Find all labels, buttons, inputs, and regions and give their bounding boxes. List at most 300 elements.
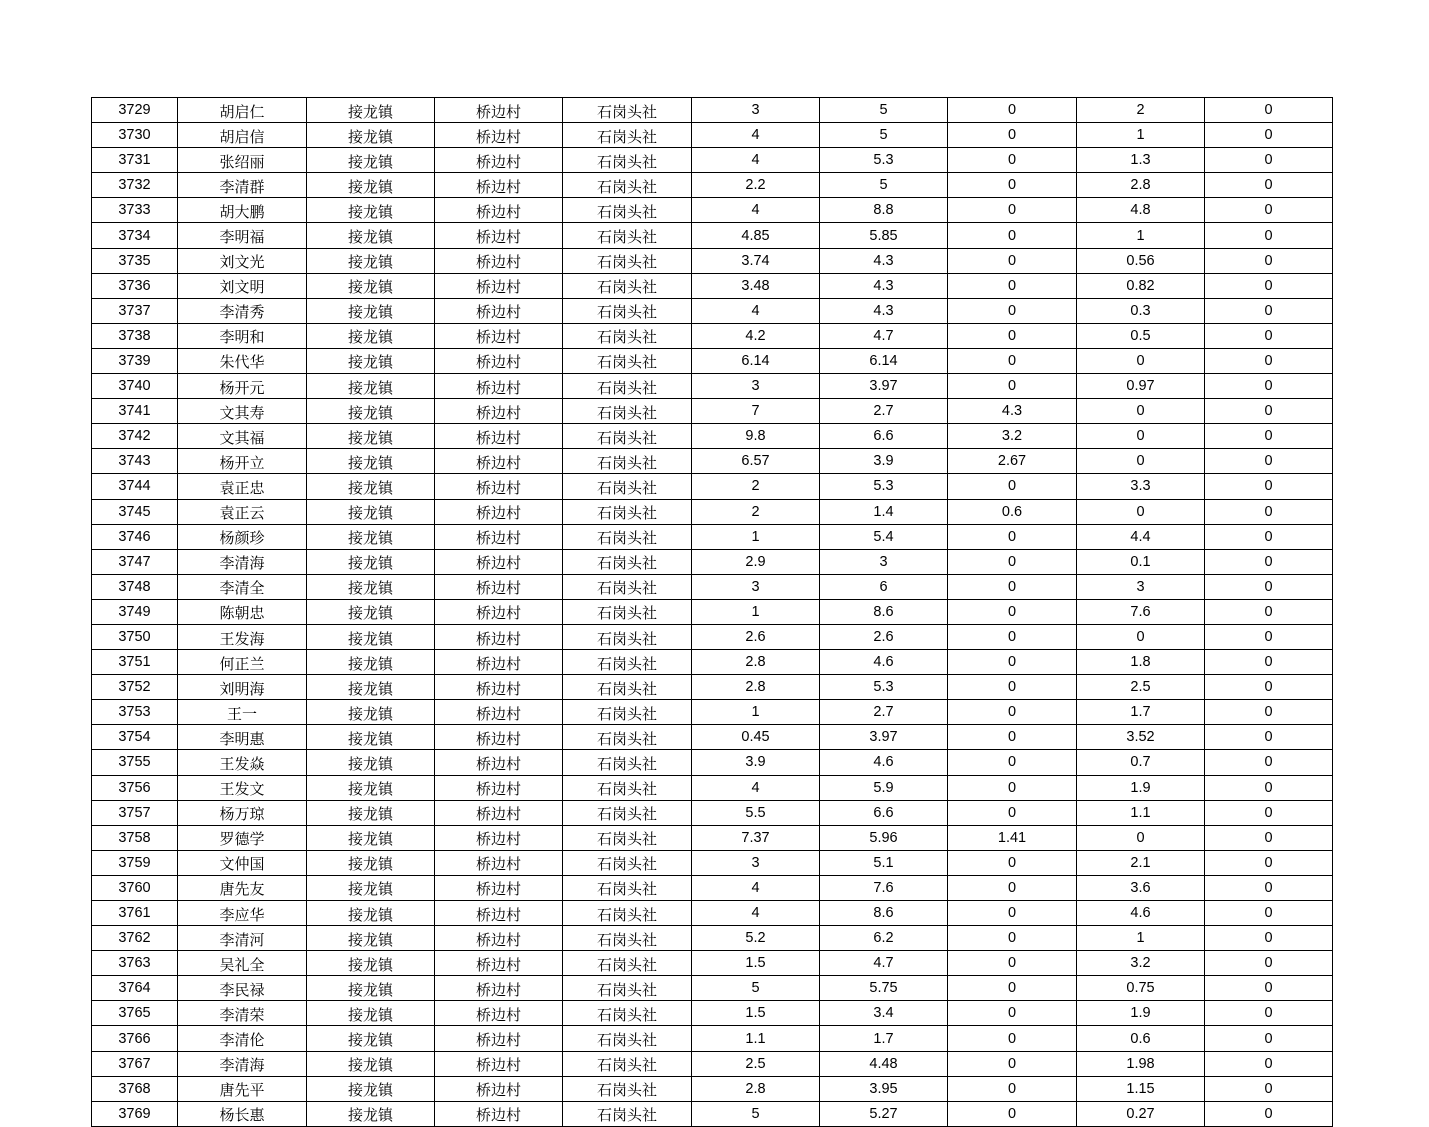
id-cell: 3761 — [92, 901, 178, 926]
value-a-cell: 2.5 — [692, 1051, 820, 1076]
value-d-cell: 1 — [1077, 926, 1205, 951]
village-cell: 桥边村 — [435, 825, 563, 850]
value-e-cell: 0 — [1205, 123, 1333, 148]
town-cell: 接龙镇 — [307, 574, 435, 599]
value-a-cell: 2.8 — [692, 675, 820, 700]
table-row — [92, 675, 1333, 700]
village-cell: 桥边村 — [435, 198, 563, 223]
value-c-cell: 1.41 — [948, 825, 1077, 850]
value-b-cell: 1.7 — [820, 1026, 948, 1051]
village-cell: 桥边村 — [435, 273, 563, 298]
value-c-cell: 0 — [948, 298, 1077, 323]
village-cell: 桥边村 — [435, 449, 563, 474]
town-cell: 接龙镇 — [307, 248, 435, 273]
value-c-cell: 0 — [948, 775, 1077, 800]
name-cell: 李清全 — [178, 574, 307, 599]
table-row — [92, 574, 1333, 599]
value-d-cell: 7.6 — [1077, 599, 1205, 624]
name-cell: 李明惠 — [178, 725, 307, 750]
village-cell: 桥边村 — [435, 1001, 563, 1026]
id-cell: 3742 — [92, 424, 178, 449]
value-e-cell: 0 — [1205, 173, 1333, 198]
table-row — [92, 549, 1333, 574]
value-e-cell: 0 — [1205, 951, 1333, 976]
table-row — [92, 449, 1333, 474]
table-row — [92, 248, 1333, 273]
value-a-cell: 6.14 — [692, 348, 820, 373]
value-a-cell: 4 — [692, 123, 820, 148]
value-b-cell: 5.27 — [820, 1101, 948, 1126]
village-cell: 桥边村 — [435, 926, 563, 951]
table-row — [92, 1001, 1333, 1026]
value-e-cell: 0 — [1205, 348, 1333, 373]
value-c-cell: 0 — [948, 549, 1077, 574]
name-cell: 胡启信 — [178, 123, 307, 148]
value-e-cell: 0 — [1205, 775, 1333, 800]
value-b-cell: 5 — [820, 98, 948, 123]
village-cell: 桥边村 — [435, 424, 563, 449]
village-cell: 桥边村 — [435, 499, 563, 524]
group-cell: 石岗头社 — [563, 901, 692, 926]
value-b-cell: 6.6 — [820, 424, 948, 449]
value-e-cell: 0 — [1205, 624, 1333, 649]
value-e-cell: 0 — [1205, 700, 1333, 725]
value-a-cell: 2.6 — [692, 624, 820, 649]
value-b-cell: 4.3 — [820, 248, 948, 273]
table-row — [92, 624, 1333, 649]
id-cell: 3757 — [92, 800, 178, 825]
value-b-cell: 5.3 — [820, 474, 948, 499]
town-cell: 接龙镇 — [307, 901, 435, 926]
value-c-cell: 0 — [948, 624, 1077, 649]
town-cell: 接龙镇 — [307, 1026, 435, 1051]
id-cell: 3765 — [92, 1001, 178, 1026]
value-e-cell: 0 — [1205, 850, 1333, 875]
value-a-cell: 5 — [692, 1101, 820, 1126]
name-cell: 王发焱 — [178, 750, 307, 775]
village-cell: 桥边村 — [435, 599, 563, 624]
id-cell: 3754 — [92, 725, 178, 750]
id-cell: 3736 — [92, 273, 178, 298]
value-c-cell: 0 — [948, 1076, 1077, 1101]
value-c-cell: 0.6 — [948, 499, 1077, 524]
table-row — [92, 1026, 1333, 1051]
village-cell: 桥边村 — [435, 1101, 563, 1126]
value-e-cell: 0 — [1205, 825, 1333, 850]
group-cell: 石岗头社 — [563, 650, 692, 675]
group-cell: 石岗头社 — [563, 524, 692, 549]
name-cell: 杨万琼 — [178, 800, 307, 825]
value-c-cell: 3.2 — [948, 424, 1077, 449]
value-a-cell: 0.45 — [692, 725, 820, 750]
town-cell: 接龙镇 — [307, 624, 435, 649]
table-row — [92, 875, 1333, 900]
value-d-cell: 1.1 — [1077, 800, 1205, 825]
id-cell: 3748 — [92, 574, 178, 599]
village-cell: 桥边村 — [435, 298, 563, 323]
village-cell: 桥边村 — [435, 800, 563, 825]
value-c-cell: 0 — [948, 725, 1077, 750]
name-cell: 吴礼全 — [178, 951, 307, 976]
value-a-cell: 3 — [692, 374, 820, 399]
village-cell: 桥边村 — [435, 850, 563, 875]
value-b-cell: 3.95 — [820, 1076, 948, 1101]
table-row — [92, 725, 1333, 750]
value-a-cell: 4 — [692, 901, 820, 926]
table-row — [92, 800, 1333, 825]
table-row — [92, 650, 1333, 675]
value-a-cell: 2 — [692, 474, 820, 499]
value-b-cell: 3.97 — [820, 725, 948, 750]
village-cell: 桥边村 — [435, 223, 563, 248]
id-cell: 3769 — [92, 1101, 178, 1126]
value-a-cell: 3.48 — [692, 273, 820, 298]
value-c-cell: 0 — [948, 1026, 1077, 1051]
value-e-cell: 0 — [1205, 1101, 1333, 1126]
village-cell: 桥边村 — [435, 323, 563, 348]
value-d-cell: 0.82 — [1077, 273, 1205, 298]
value-e-cell: 0 — [1205, 1001, 1333, 1026]
value-b-cell: 4.6 — [820, 750, 948, 775]
village-cell: 桥边村 — [435, 700, 563, 725]
name-cell: 李明福 — [178, 223, 307, 248]
table-row — [92, 850, 1333, 875]
value-b-cell: 6 — [820, 574, 948, 599]
value-c-cell: 0 — [948, 123, 1077, 148]
id-cell: 3764 — [92, 976, 178, 1001]
table-row — [92, 599, 1333, 624]
value-a-cell: 1.1 — [692, 1026, 820, 1051]
value-b-cell: 5.1 — [820, 850, 948, 875]
group-cell: 石岗头社 — [563, 348, 692, 373]
name-cell: 杨开元 — [178, 374, 307, 399]
town-cell: 接龙镇 — [307, 499, 435, 524]
id-cell: 3743 — [92, 449, 178, 474]
value-d-cell: 0.6 — [1077, 1026, 1205, 1051]
value-a-cell: 1 — [692, 524, 820, 549]
value-a-cell: 7 — [692, 399, 820, 424]
town-cell: 接龙镇 — [307, 173, 435, 198]
value-c-cell: 0 — [948, 875, 1077, 900]
value-c-cell: 0 — [948, 374, 1077, 399]
value-e-cell: 0 — [1205, 1026, 1333, 1051]
value-d-cell: 0.56 — [1077, 248, 1205, 273]
value-d-cell: 0 — [1077, 825, 1205, 850]
value-b-cell: 4.7 — [820, 323, 948, 348]
value-d-cell: 1 — [1077, 223, 1205, 248]
group-cell: 石岗头社 — [563, 474, 692, 499]
value-a-cell: 2 — [692, 499, 820, 524]
id-cell: 3752 — [92, 675, 178, 700]
value-e-cell: 0 — [1205, 499, 1333, 524]
value-d-cell: 0.1 — [1077, 549, 1205, 574]
value-e-cell: 0 — [1205, 976, 1333, 1001]
name-cell: 李清伦 — [178, 1026, 307, 1051]
id-cell: 3750 — [92, 624, 178, 649]
value-e-cell: 0 — [1205, 223, 1333, 248]
name-cell: 王发海 — [178, 624, 307, 649]
value-d-cell: 3.52 — [1077, 725, 1205, 750]
value-d-cell: 0 — [1077, 449, 1205, 474]
value-c-cell: 0 — [948, 850, 1077, 875]
group-cell: 石岗头社 — [563, 424, 692, 449]
group-cell: 石岗头社 — [563, 624, 692, 649]
name-cell: 刘文明 — [178, 273, 307, 298]
name-cell: 王一 — [178, 700, 307, 725]
value-d-cell: 3.3 — [1077, 474, 1205, 499]
table-row — [92, 424, 1333, 449]
value-b-cell: 5.3 — [820, 148, 948, 173]
id-cell: 3734 — [92, 223, 178, 248]
village-cell: 桥边村 — [435, 399, 563, 424]
value-c-cell: 0 — [948, 800, 1077, 825]
value-c-cell: 0 — [948, 650, 1077, 675]
table-row — [92, 1076, 1333, 1101]
value-e-cell: 0 — [1205, 926, 1333, 951]
town-cell: 接龙镇 — [307, 273, 435, 298]
group-cell: 石岗头社 — [563, 173, 692, 198]
town-cell: 接龙镇 — [307, 148, 435, 173]
value-e-cell: 0 — [1205, 901, 1333, 926]
value-a-cell: 5 — [692, 976, 820, 1001]
value-a-cell: 3 — [692, 574, 820, 599]
town-cell: 接龙镇 — [307, 1051, 435, 1076]
table-row — [92, 750, 1333, 775]
value-b-cell: 4.3 — [820, 298, 948, 323]
name-cell: 文其寿 — [178, 399, 307, 424]
value-d-cell: 0 — [1077, 399, 1205, 424]
village-cell: 桥边村 — [435, 624, 563, 649]
name-cell: 袁正云 — [178, 499, 307, 524]
id-cell: 3731 — [92, 148, 178, 173]
id-cell: 3767 — [92, 1051, 178, 1076]
group-cell: 石岗头社 — [563, 574, 692, 599]
value-d-cell: 0 — [1077, 424, 1205, 449]
value-b-cell: 7.6 — [820, 875, 948, 900]
value-a-cell: 4 — [692, 298, 820, 323]
table-row — [92, 926, 1333, 951]
town-cell: 接龙镇 — [307, 800, 435, 825]
table-row — [92, 348, 1333, 373]
table-row — [92, 474, 1333, 499]
value-d-cell: 2.8 — [1077, 173, 1205, 198]
group-cell: 石岗头社 — [563, 499, 692, 524]
value-b-cell: 2.7 — [820, 399, 948, 424]
value-b-cell: 3.97 — [820, 374, 948, 399]
id-cell: 3744 — [92, 474, 178, 499]
group-cell: 石岗头社 — [563, 374, 692, 399]
group-cell: 石岗头社 — [563, 1101, 692, 1126]
table-row — [92, 223, 1333, 248]
id-cell: 3760 — [92, 875, 178, 900]
value-a-cell: 2.8 — [692, 650, 820, 675]
town-cell: 接龙镇 — [307, 951, 435, 976]
value-d-cell: 1.7 — [1077, 700, 1205, 725]
town-cell: 接龙镇 — [307, 599, 435, 624]
table-row — [92, 374, 1333, 399]
town-cell: 接龙镇 — [307, 323, 435, 348]
village-cell: 桥边村 — [435, 951, 563, 976]
village-cell: 桥边村 — [435, 123, 563, 148]
group-cell: 石岗头社 — [563, 1001, 692, 1026]
name-cell: 胡启仁 — [178, 98, 307, 123]
id-cell: 3732 — [92, 173, 178, 198]
name-cell: 文其福 — [178, 424, 307, 449]
table-row — [92, 399, 1333, 424]
group-cell: 石岗头社 — [563, 273, 692, 298]
value-c-cell: 0 — [948, 148, 1077, 173]
id-cell: 3759 — [92, 850, 178, 875]
value-e-cell: 0 — [1205, 424, 1333, 449]
value-d-cell: 1.9 — [1077, 775, 1205, 800]
value-d-cell: 0.3 — [1077, 298, 1205, 323]
table-row — [92, 524, 1333, 549]
value-b-cell: 5 — [820, 123, 948, 148]
town-cell: 接龙镇 — [307, 298, 435, 323]
town-cell: 接龙镇 — [307, 1076, 435, 1101]
value-b-cell: 5.96 — [820, 825, 948, 850]
name-cell: 杨颜珍 — [178, 524, 307, 549]
group-cell: 石岗头社 — [563, 976, 692, 1001]
value-c-cell: 0 — [948, 348, 1077, 373]
group-cell: 石岗头社 — [563, 825, 692, 850]
value-c-cell: 0 — [948, 1101, 1077, 1126]
village-cell: 桥边村 — [435, 901, 563, 926]
village-cell: 桥边村 — [435, 148, 563, 173]
value-b-cell: 6.2 — [820, 926, 948, 951]
table-row — [92, 273, 1333, 298]
value-e-cell: 0 — [1205, 549, 1333, 574]
table-row — [92, 901, 1333, 926]
value-a-cell: 5.5 — [692, 800, 820, 825]
value-b-cell: 3 — [820, 549, 948, 574]
value-c-cell: 0 — [948, 98, 1077, 123]
table-row — [92, 775, 1333, 800]
value-c-cell: 0 — [948, 248, 1077, 273]
name-cell: 李清河 — [178, 926, 307, 951]
group-cell: 石岗头社 — [563, 399, 692, 424]
value-e-cell: 0 — [1205, 599, 1333, 624]
table-row — [92, 976, 1333, 1001]
town-cell: 接龙镇 — [307, 875, 435, 900]
town-cell: 接龙镇 — [307, 976, 435, 1001]
group-cell: 石岗头社 — [563, 926, 692, 951]
value-a-cell: 1 — [692, 700, 820, 725]
value-a-cell: 3.74 — [692, 248, 820, 273]
id-cell: 3756 — [92, 775, 178, 800]
village-cell: 桥边村 — [435, 875, 563, 900]
village-cell: 桥边村 — [435, 1051, 563, 1076]
table-row — [92, 951, 1333, 976]
name-cell: 杨开立 — [178, 449, 307, 474]
town-cell: 接龙镇 — [307, 775, 435, 800]
name-cell: 罗德学 — [178, 825, 307, 850]
value-e-cell: 0 — [1205, 248, 1333, 273]
name-cell: 胡大鹏 — [178, 198, 307, 223]
value-e-cell: 0 — [1205, 650, 1333, 675]
value-d-cell: 0 — [1077, 624, 1205, 649]
town-cell: 接龙镇 — [307, 98, 435, 123]
town-cell: 接龙镇 — [307, 223, 435, 248]
name-cell: 刘明海 — [178, 675, 307, 700]
value-c-cell: 0 — [948, 223, 1077, 248]
name-cell: 文仲国 — [178, 850, 307, 875]
value-b-cell: 1.4 — [820, 499, 948, 524]
value-c-cell: 0 — [948, 700, 1077, 725]
value-b-cell: 2.6 — [820, 624, 948, 649]
group-cell: 石岗头社 — [563, 148, 692, 173]
town-cell: 接龙镇 — [307, 449, 435, 474]
value-e-cell: 0 — [1205, 474, 1333, 499]
village-cell: 桥边村 — [435, 1076, 563, 1101]
town-cell: 接龙镇 — [307, 750, 435, 775]
value-a-cell: 6.57 — [692, 449, 820, 474]
village-cell: 桥边村 — [435, 775, 563, 800]
value-b-cell: 5 — [820, 173, 948, 198]
value-e-cell: 0 — [1205, 750, 1333, 775]
value-e-cell: 0 — [1205, 323, 1333, 348]
value-a-cell: 9.8 — [692, 424, 820, 449]
town-cell: 接龙镇 — [307, 424, 435, 449]
value-b-cell: 8.6 — [820, 599, 948, 624]
value-c-cell: 0 — [948, 901, 1077, 926]
village-cell: 桥边村 — [435, 549, 563, 574]
id-cell: 3745 — [92, 499, 178, 524]
table-row — [92, 825, 1333, 850]
group-cell: 石岗头社 — [563, 1076, 692, 1101]
value-d-cell: 2.5 — [1077, 675, 1205, 700]
value-c-cell: 0 — [948, 574, 1077, 599]
value-a-cell: 4.85 — [692, 223, 820, 248]
value-b-cell: 6.14 — [820, 348, 948, 373]
name-cell: 杨长惠 — [178, 1101, 307, 1126]
value-c-cell: 0 — [948, 1051, 1077, 1076]
village-cell: 桥边村 — [435, 98, 563, 123]
town-cell: 接龙镇 — [307, 198, 435, 223]
group-cell: 石岗头社 — [563, 675, 692, 700]
id-cell: 3746 — [92, 524, 178, 549]
value-d-cell: 0.97 — [1077, 374, 1205, 399]
name-cell: 李清群 — [178, 173, 307, 198]
id-cell: 3766 — [92, 1026, 178, 1051]
village-cell: 桥边村 — [435, 574, 563, 599]
id-cell: 3758 — [92, 825, 178, 850]
value-c-cell: 0 — [948, 951, 1077, 976]
town-cell: 接龙镇 — [307, 850, 435, 875]
table-row — [92, 98, 1333, 123]
value-b-cell: 3.9 — [820, 449, 948, 474]
value-d-cell: 0.75 — [1077, 976, 1205, 1001]
value-b-cell: 5.85 — [820, 223, 948, 248]
name-cell: 李民禄 — [178, 976, 307, 1001]
id-cell: 3768 — [92, 1076, 178, 1101]
town-cell: 接龙镇 — [307, 650, 435, 675]
value-b-cell: 4.48 — [820, 1051, 948, 1076]
value-e-cell: 0 — [1205, 725, 1333, 750]
id-cell: 3740 — [92, 374, 178, 399]
name-cell: 唐先平 — [178, 1076, 307, 1101]
value-a-cell: 2.8 — [692, 1076, 820, 1101]
id-cell: 3763 — [92, 951, 178, 976]
value-d-cell: 4.4 — [1077, 524, 1205, 549]
group-cell: 石岗头社 — [563, 549, 692, 574]
value-d-cell: 3.2 — [1077, 951, 1205, 976]
village-cell: 桥边村 — [435, 725, 563, 750]
value-e-cell: 0 — [1205, 298, 1333, 323]
value-b-cell: 8.8 — [820, 198, 948, 223]
data-table — [91, 97, 1333, 1127]
village-cell: 桥边村 — [435, 348, 563, 373]
